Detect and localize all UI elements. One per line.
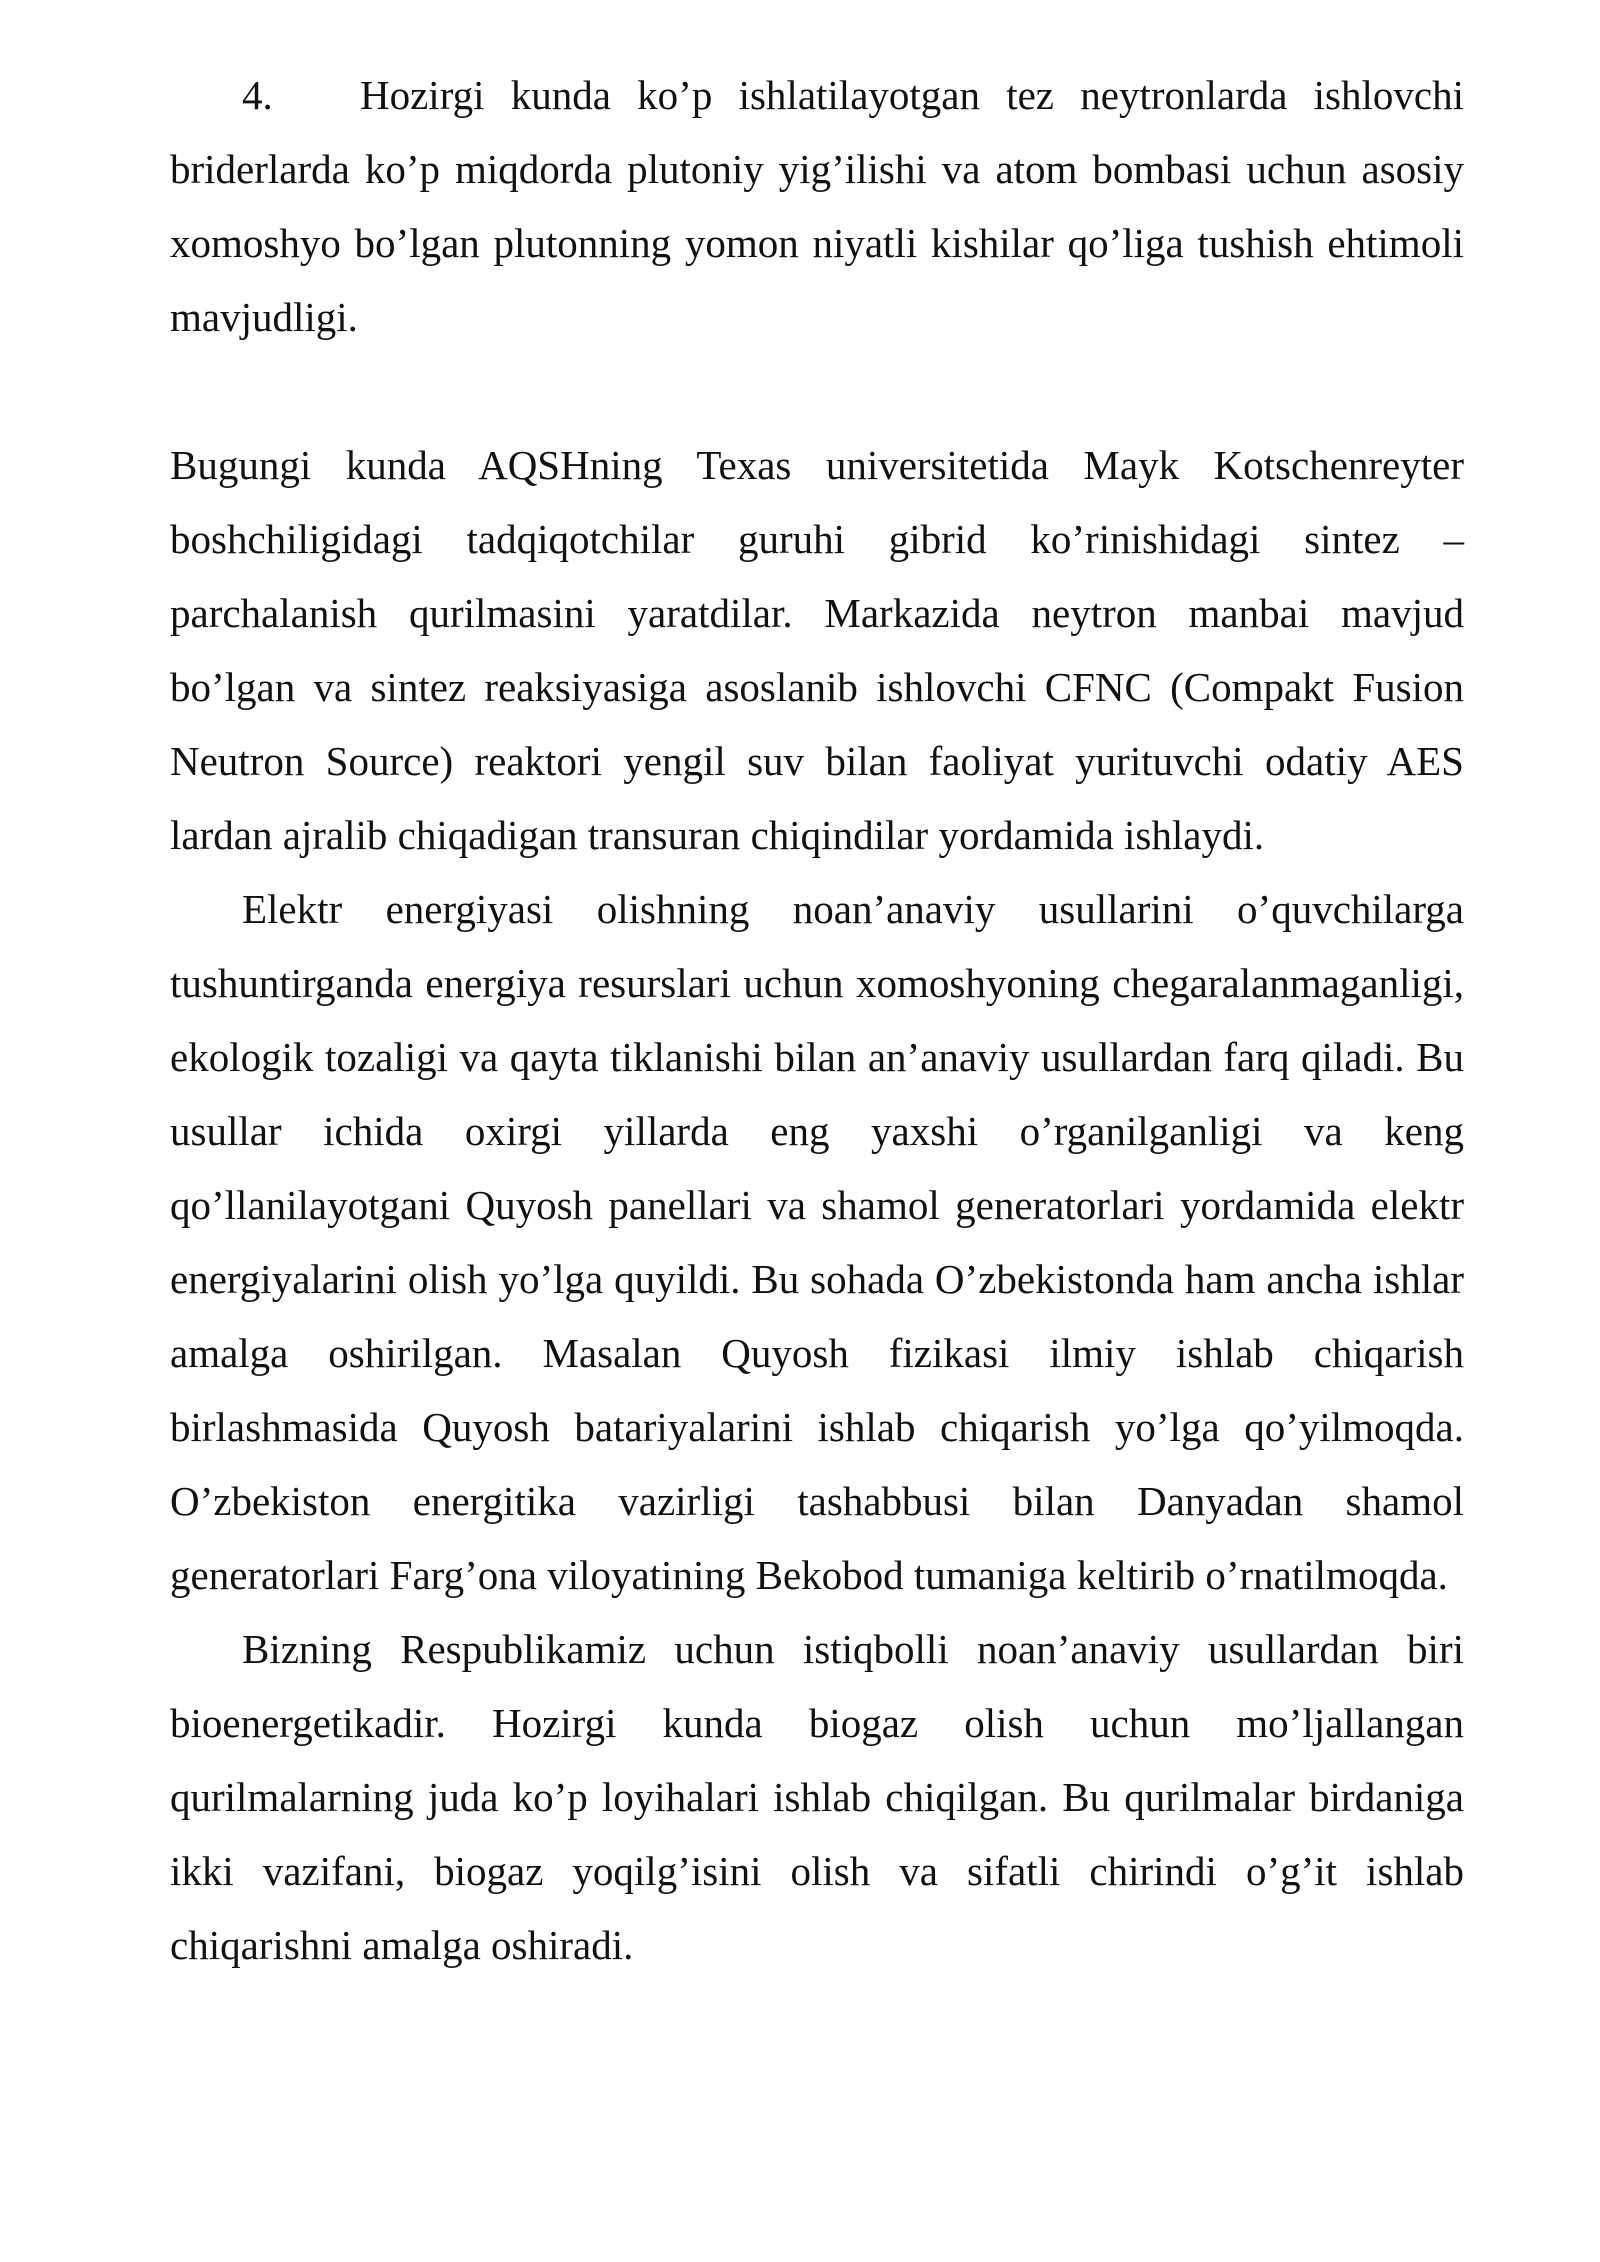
paragraph-cfnc-reactor: Bugungi kunda AQSHning Texas universitetida Mayk Kotschenreyter boshchiligidagi tadqiqotchilar guruhi gibrid ko’rinishidagi sintez – parchalanish qurilmasini yaratdilar. Markazida neytron manbai mavjud bo’lgan va sintez reaksiyasiga asoslanib ishlovchi CFNC (Compakt Fusion Neutron Source) reaktori yengil suv bilan faoliyat yurituvchi odatiy AES lardan ajralib chiqadigan transuran chiqindilar yordamida ishlaydi. xyxy=(170,442,1464,858)
item-text: Hozirgi kunda ko’p ishlatilayotgan tez neytronlarda ishlovchi briderlarda ko’p miqdorda plutoniy yig’ilishi va atom bombasi uchun asosiy xomoshyo bo’lgan plutonning yomon niyatli kishilar qo’liga tushish ehtimoli mavjudligi. xyxy=(170,72,1464,340)
paragraph-alternative-energy: Elektr energiyasi olishning noan’anaviy usullarini o’quvchilarga tushuntirganda energiya resurslari uchun xomoshyoning chegaralanmaganligi, ekologik tozaligi va qayta tiklanishi bilan an’anaviy usullardan farq qiladi. Bu usullar ichida oxirgi yillarda eng yaxshi o’rganilganligi va keng qo’llanilayotgani Quyosh panellari va shamol generatorlari yordamida elektr energiyalarini olish yo’lga quyildi. Bu sohada O’zbekistonda ham ancha ishlar amalga oshirilgan. Masalan Quyosh fizikasi ilmiy ishlab chiqarish birlashmasida Quyosh batariyalarini ishlab chiqarish yo’lga qo’yilmoqda. O’zbekiston energitika vazirligi tashabbusi bilan Danyadan shamol generatorlari Farg’ona viloyatining Bekobod tumaniga keltirib o’rnatilmoqda. xyxy=(170,886,1464,1598)
paragraph-bioenergetics: Bizning Respublikamiz uchun istiqbolli noan’anaviy usullardan biri bioenergetikadir. Hozirgi kunda biogaz olish uchun mo’ljallangan qurilmalarning juda ko’p loyihalari ishlab chiqilgan. Bu qurilmalar birdaniga ikki vazifani, biogaz yoqilg’isini olish va sifatli chirindi o’g’it ishlab chiqarishni amalga oshiradi. xyxy=(170,1626,1464,1968)
item-number: 4. xyxy=(242,72,273,118)
document-page xyxy=(170,58,1464,1982)
paragraph-spacer xyxy=(170,354,1464,428)
numbered-item-4 xyxy=(170,58,1464,354)
